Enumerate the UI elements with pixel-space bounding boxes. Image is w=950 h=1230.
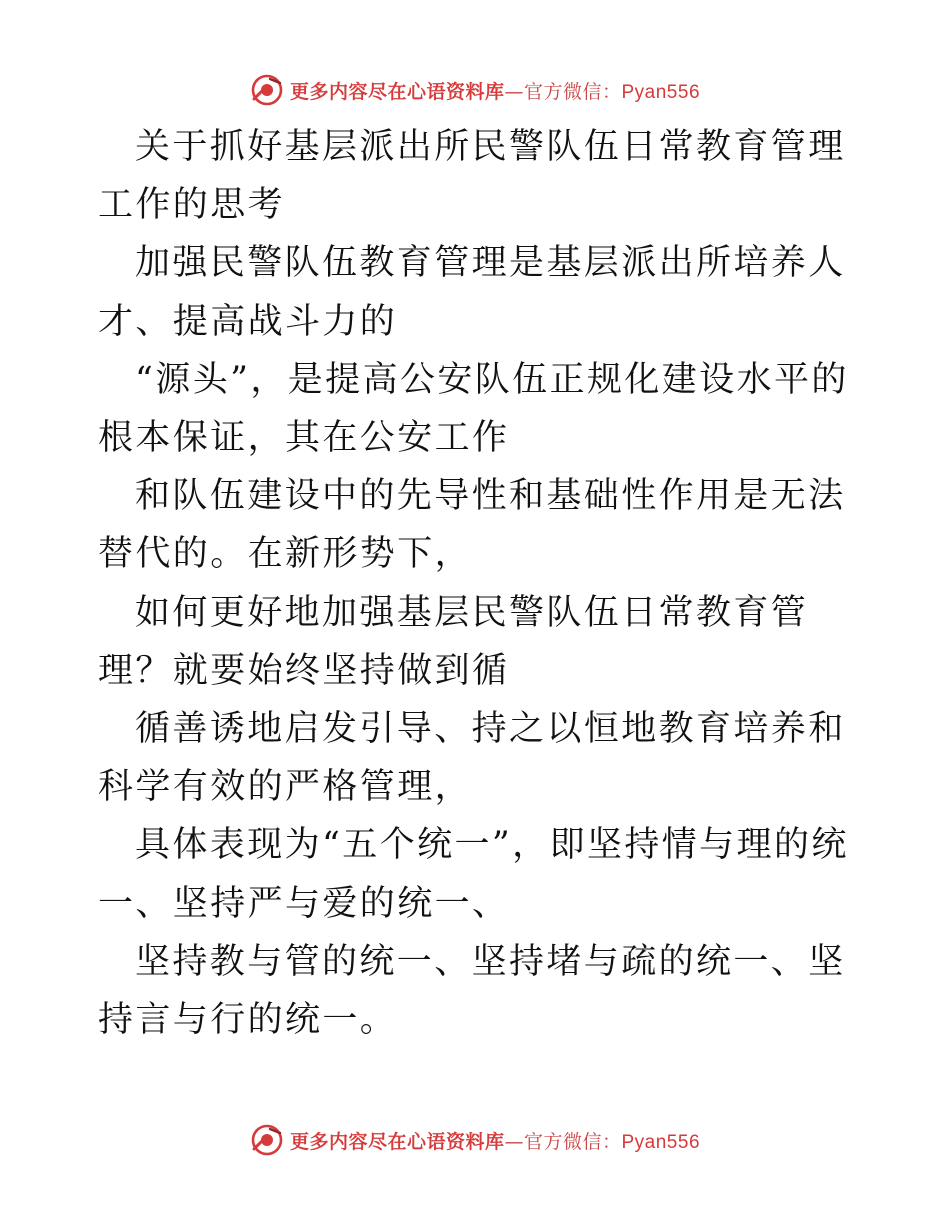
header-wechat-label: 官方微信： xyxy=(523,80,622,103)
stamp-circle-icon xyxy=(250,73,284,107)
document-title: 关于抓好基层派出所民警队伍日常教育管理工作的思考 xyxy=(98,127,846,226)
body-paragraph: “源头”，是提高公安队伍正规化建设水平的根本保证，其在公安工作 xyxy=(98,359,849,459)
body-paragraph: 加强民警队伍教育管理是基层派出所培养人才、提高战斗力的 xyxy=(98,243,846,342)
document-body xyxy=(98,118,854,1049)
header-text xyxy=(290,77,700,104)
header-wechat-id: Pyan556 xyxy=(621,81,701,103)
footer-wechat-id: Pyan556 xyxy=(621,1131,701,1153)
body-paragraph: 具体表现为“五个统一”，即坚持情与理的统一、坚持严与爱的统一、 xyxy=(98,825,849,924)
body-paragraph: 循善诱地启发引导、持之以恒地教育培养和科学有效的严格管理， xyxy=(98,709,846,808)
footer-text xyxy=(290,1127,700,1154)
footer-wechat-label: 官方微信： xyxy=(523,1130,622,1153)
body-paragraph: 和队伍建设中的先导性和基础性作用是无法替代的。在新形势下， xyxy=(98,476,846,575)
header-watermark xyxy=(250,73,700,107)
stamp-circle-icon xyxy=(250,1123,284,1157)
page-header-banner xyxy=(0,70,950,110)
body-paragraph: 如何更好地加强基层民警队伍日常教育管理？就要始终坚持做到循 xyxy=(98,592,809,691)
footer-dash: — xyxy=(504,1130,524,1153)
footer-watermark xyxy=(250,1123,700,1157)
page-footer-banner xyxy=(0,1120,950,1160)
header-main-text: 更多内容尽在心语资料库 xyxy=(289,80,505,103)
header-dash: — xyxy=(504,80,524,103)
footer-main-text: 更多内容尽在心语资料库 xyxy=(289,1130,505,1153)
body-paragraph: 坚持教与管的统一、坚持堵与疏的统一、坚持言与行的统一。 xyxy=(98,941,846,1041)
